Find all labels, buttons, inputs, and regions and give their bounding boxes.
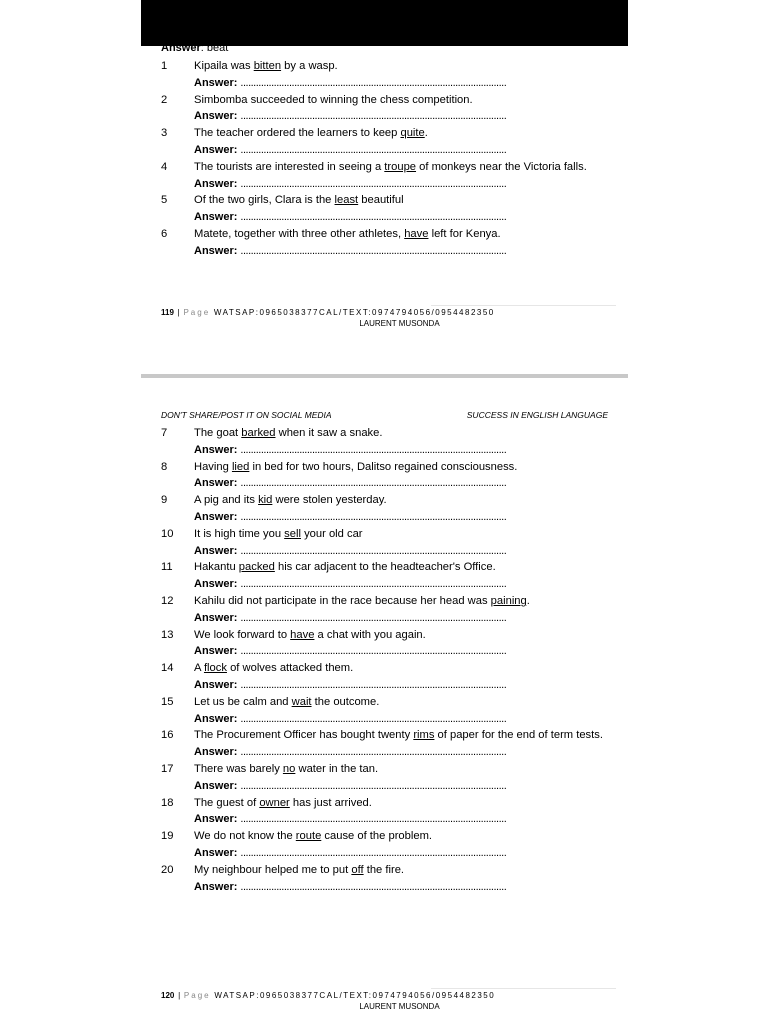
question-number: 13	[161, 628, 174, 641]
answer-blank[interactable]: ........................................................................................................	[240, 510, 507, 523]
answer-blank[interactable]: ........................................................................................................	[240, 880, 507, 893]
question-text	[194, 627, 628, 644]
underlined-word: quite	[400, 127, 425, 140]
question-text-before: Simbomba succeeded to winning the chess competition.	[194, 93, 473, 106]
answer-line[interactable]	[141, 509, 628, 526]
question-item	[141, 795, 628, 812]
answer-label: Answer:	[194, 143, 238, 156]
question-number: 20	[161, 863, 174, 876]
question-text-before: The goat	[194, 427, 242, 439]
page-number: 120	[161, 991, 175, 1000]
question-item	[141, 559, 628, 576]
underlined-word: troupe	[384, 160, 417, 173]
answer-line[interactable]	[141, 108, 628, 125]
answer-blank[interactable]: ........................................................................................................	[240, 177, 507, 190]
contact-info: WATSAP:0965038377CAL/TEXT:0974794056/0954482350	[214, 991, 496, 1000]
question-number: 16	[161, 729, 174, 742]
answer-blank[interactable]: ........................................................................................................	[240, 611, 507, 624]
question-item	[141, 862, 628, 879]
answer-line[interactable]	[141, 643, 628, 660]
answer-label: Answer:	[194, 443, 238, 456]
question-text	[194, 761, 628, 778]
underlined-word: sell	[284, 527, 301, 540]
question-text-after: by a wasp.	[281, 60, 338, 72]
question-text-before: Having	[194, 460, 232, 473]
question-text-before: We do not know the	[194, 830, 296, 843]
page-word: Page	[183, 308, 211, 317]
question-text	[194, 828, 628, 845]
question-text-after: in bed for two hours, Dalitso regained consciousness.	[249, 460, 518, 473]
question-item	[141, 226, 628, 243]
question-text-after: of paper for the end of term tests.	[434, 729, 603, 742]
question-text-before: We look forward to	[194, 628, 291, 641]
question-number: 6	[161, 227, 168, 240]
answer-blank[interactable]: ........................................................................................................	[240, 110, 507, 123]
question-text-after: his car adjacent to the headteacher's Office.	[274, 561, 496, 574]
question-text	[194, 727, 628, 744]
question-list	[141, 425, 628, 895]
question-text-before: Kipaila was	[194, 60, 254, 72]
question-text-after: your old car	[300, 527, 363, 540]
question-text-after: .	[424, 127, 428, 140]
question-text	[194, 459, 628, 476]
question-text	[194, 559, 628, 576]
question-item	[141, 425, 628, 442]
question-item	[141, 58, 628, 75]
page-header	[161, 410, 608, 420]
answer-line[interactable]	[141, 711, 628, 728]
question-item	[141, 727, 628, 744]
answer-label: Answer:	[194, 779, 238, 792]
answer-label: Answer:	[194, 211, 238, 224]
question-text-before: The teacher ordered the learners to keep	[194, 127, 401, 140]
answer-line[interactable]	[141, 176, 628, 193]
answer-line[interactable]	[141, 142, 628, 159]
question-number: 10	[161, 527, 174, 540]
answer-label: Answer:	[194, 244, 238, 257]
underlined-word: have	[290, 628, 315, 641]
answer-line[interactable]	[141, 243, 628, 260]
header-right: SUCCESS IN ENGLISH LANGUAGE	[466, 410, 608, 420]
question-item	[141, 159, 628, 176]
question-text	[194, 58, 628, 75]
answer-label: Answer:	[194, 880, 238, 893]
question-text-before: A	[194, 662, 204, 675]
question-text-before: The Procurement Officer has bought twenty	[194, 729, 414, 742]
question-text-after: beautiful	[358, 194, 404, 207]
question-number: 15	[161, 695, 174, 708]
underlined-word: lied	[231, 460, 250, 473]
question-number: 17	[161, 762, 174, 775]
question-text	[194, 92, 628, 109]
question-text-before: The guest of	[194, 796, 260, 809]
answer-line[interactable]	[141, 744, 628, 761]
answer-line[interactable]	[141, 543, 628, 560]
underlined-word: owner	[259, 796, 290, 809]
page-word: Page	[183, 991, 211, 1000]
answer-line[interactable]	[141, 845, 628, 862]
question-item	[141, 627, 628, 644]
question-text	[194, 593, 628, 610]
answer-blank[interactable]: ........................................................................................................	[240, 578, 507, 591]
answer-label: Answer:	[194, 477, 238, 490]
underlined-word: no	[282, 762, 296, 775]
question-item	[141, 492, 628, 509]
answer-label: Answer:	[194, 846, 238, 859]
underlined-word: kid	[258, 494, 273, 507]
question-number: 19	[161, 830, 174, 843]
answer-blank[interactable]: ........................................................................................................	[240, 779, 507, 792]
question-text-after: the outcome.	[311, 695, 380, 708]
answer-label: Answer:	[194, 177, 238, 190]
question-text	[194, 125, 628, 142]
question-number: 14	[161, 662, 174, 675]
question-number: 7	[161, 427, 168, 439]
question-item	[141, 660, 628, 677]
answer-label: Answer:	[194, 712, 238, 725]
question-item	[141, 125, 628, 142]
question-text-before: Matete, together with three other athletes,	[194, 227, 405, 240]
question-text-before: Hakantu	[194, 561, 239, 574]
answer-line[interactable]	[141, 442, 628, 459]
header-left: DON'T SHARE/POST IT ON SOCIAL MEDIA	[161, 410, 332, 420]
question-text	[194, 795, 628, 812]
answer-blank[interactable]: ........................................................................................................	[240, 211, 507, 224]
footer-rule	[431, 305, 616, 306]
question-text-before: The tourists are interested in seeing a	[194, 160, 385, 173]
question-text-before: There was barely	[194, 762, 283, 775]
question-text-after: a chat with you again.	[314, 628, 426, 641]
question-text-before: It is high time you	[194, 527, 285, 540]
question-text-before: Kahilu did not participate in the race because her head was	[194, 594, 491, 607]
answer-line[interactable]	[141, 879, 628, 896]
question-number: 5	[161, 194, 168, 207]
question-text-after: were stolen yesterday.	[272, 494, 387, 507]
underlined-word: packed	[238, 561, 275, 574]
question-item	[141, 828, 628, 845]
answer-label: Answer:	[194, 678, 238, 691]
question-number: 3	[161, 127, 168, 140]
question-text-after: the fire.	[363, 863, 405, 876]
question-text-before: Of the two girls, Clara is the	[194, 194, 335, 207]
underlined-word: flock	[203, 662, 227, 675]
answer-blank[interactable]: ........................................................................................................	[240, 143, 507, 156]
question-text	[194, 425, 628, 442]
question-item	[141, 761, 628, 778]
page-footer: 119 | Page WATSAP:0965038377CAL/TEXT:0974794056/0954482350 LAURENT MUSONDA	[141, 308, 628, 328]
answer-line[interactable]	[141, 75, 628, 92]
answer-blank[interactable]: ........................................................................................................	[240, 746, 507, 759]
question-text	[194, 159, 628, 176]
question-item	[141, 192, 628, 209]
underlined-word: off	[351, 863, 364, 876]
question-text-before: Let us be calm and	[194, 695, 292, 708]
answer-blank[interactable]: ........................................................................................................	[240, 645, 507, 658]
question-text	[194, 226, 628, 243]
question-text-after: has just arrived.	[289, 796, 372, 809]
question-text-after: cause of the problem.	[321, 830, 432, 843]
question-text	[194, 492, 628, 509]
question-text-after: water in the tan.	[295, 762, 379, 775]
question-text	[194, 660, 628, 677]
question-item	[141, 694, 628, 711]
author-name: LAURENT MUSONDA	[359, 1002, 440, 1011]
question-text-after: of monkeys near the Victoria falls.	[416, 160, 587, 173]
question-number: 12	[161, 594, 174, 607]
question-number: 18	[161, 796, 174, 809]
answer-blank[interactable]: ........................................................................................................	[240, 443, 507, 456]
answer-blank[interactable]: ........................................................................................................	[240, 678, 507, 691]
underlined-word: barked	[241, 427, 276, 439]
answer-label: Answer:	[194, 510, 238, 523]
answer-label: Answer:	[194, 544, 238, 557]
question-item	[141, 459, 628, 476]
answer-blank[interactable]: ........................................................................................................	[240, 712, 507, 725]
question-number: 4	[161, 160, 168, 173]
answer-label: Answer:	[194, 746, 238, 759]
answer-line[interactable]	[141, 576, 628, 593]
question-text-after: of wolves attacked them.	[226, 662, 354, 675]
underlined-word: bitten	[253, 60, 282, 72]
underlined-word: have	[404, 227, 429, 240]
answer-blank[interactable]: ........................................................................................................	[240, 813, 507, 826]
underlined-word: least	[334, 194, 359, 207]
answer-label: Answer:	[194, 76, 238, 89]
underlined-word: rims	[413, 729, 435, 742]
question-list	[141, 58, 628, 260]
example-answer: Answer: beat	[161, 42, 229, 54]
contact-info: WATSAP:0965038377CAL/TEXT:0974794056/0954482350	[213, 308, 495, 317]
answer-blank[interactable]: ........................................................................................................	[240, 477, 507, 490]
footer-rule	[431, 988, 616, 989]
answer-blank[interactable]: ........................................................................................................	[240, 846, 507, 859]
question-text-before: A pig and its	[194, 494, 259, 507]
answer-line[interactable]	[141, 811, 628, 828]
answer-line[interactable]	[141, 677, 628, 694]
author-name: LAURENT MUSONDA	[359, 319, 440, 328]
page-number: 119	[161, 308, 174, 317]
answer-blank[interactable]: ........................................................................................................	[240, 244, 507, 257]
answer-label: Answer:	[194, 110, 238, 123]
answer-label: Answer:	[194, 813, 238, 826]
question-text	[194, 862, 628, 879]
page-separator	[141, 374, 628, 378]
question-text	[194, 526, 628, 543]
question-item	[141, 593, 628, 610]
question-text-after: .	[526, 594, 530, 607]
answer-label: Answer:	[194, 611, 238, 624]
answer-blank[interactable]: ........................................................................................................	[240, 544, 507, 557]
answer-label: Answer:	[194, 645, 238, 658]
redaction-bar	[141, 0, 628, 46]
question-number: 1	[161, 60, 168, 72]
question-number: 9	[161, 494, 168, 507]
question-item	[141, 526, 628, 543]
question-item	[141, 92, 628, 109]
question-number: 11	[161, 561, 173, 574]
underlined-word: route	[295, 830, 322, 843]
underlined-word: paining	[490, 594, 527, 607]
question-number: 2	[161, 93, 168, 106]
question-text-after: left for Kenya.	[428, 227, 501, 240]
answer-line[interactable]	[141, 209, 628, 226]
underlined-word: wait	[291, 695, 312, 708]
question-text	[194, 192, 628, 209]
question-text-after: when it saw a snake.	[275, 427, 383, 439]
answer-line[interactable]	[141, 475, 628, 492]
answer-label: Answer:	[194, 578, 238, 591]
answer-line[interactable]	[141, 610, 628, 627]
answer-line[interactable]	[141, 778, 628, 795]
page-footer: 120 | Page WATSAP:0965038377CAL/TEXT:0974794056/0954482350 LAURENT MUSONDA	[141, 991, 628, 1011]
question-text	[194, 694, 628, 711]
answer-blank[interactable]: ........................................................................................................	[240, 76, 507, 89]
question-number: 8	[161, 460, 168, 473]
question-text-before: My neighbour helped me to put	[194, 863, 352, 876]
